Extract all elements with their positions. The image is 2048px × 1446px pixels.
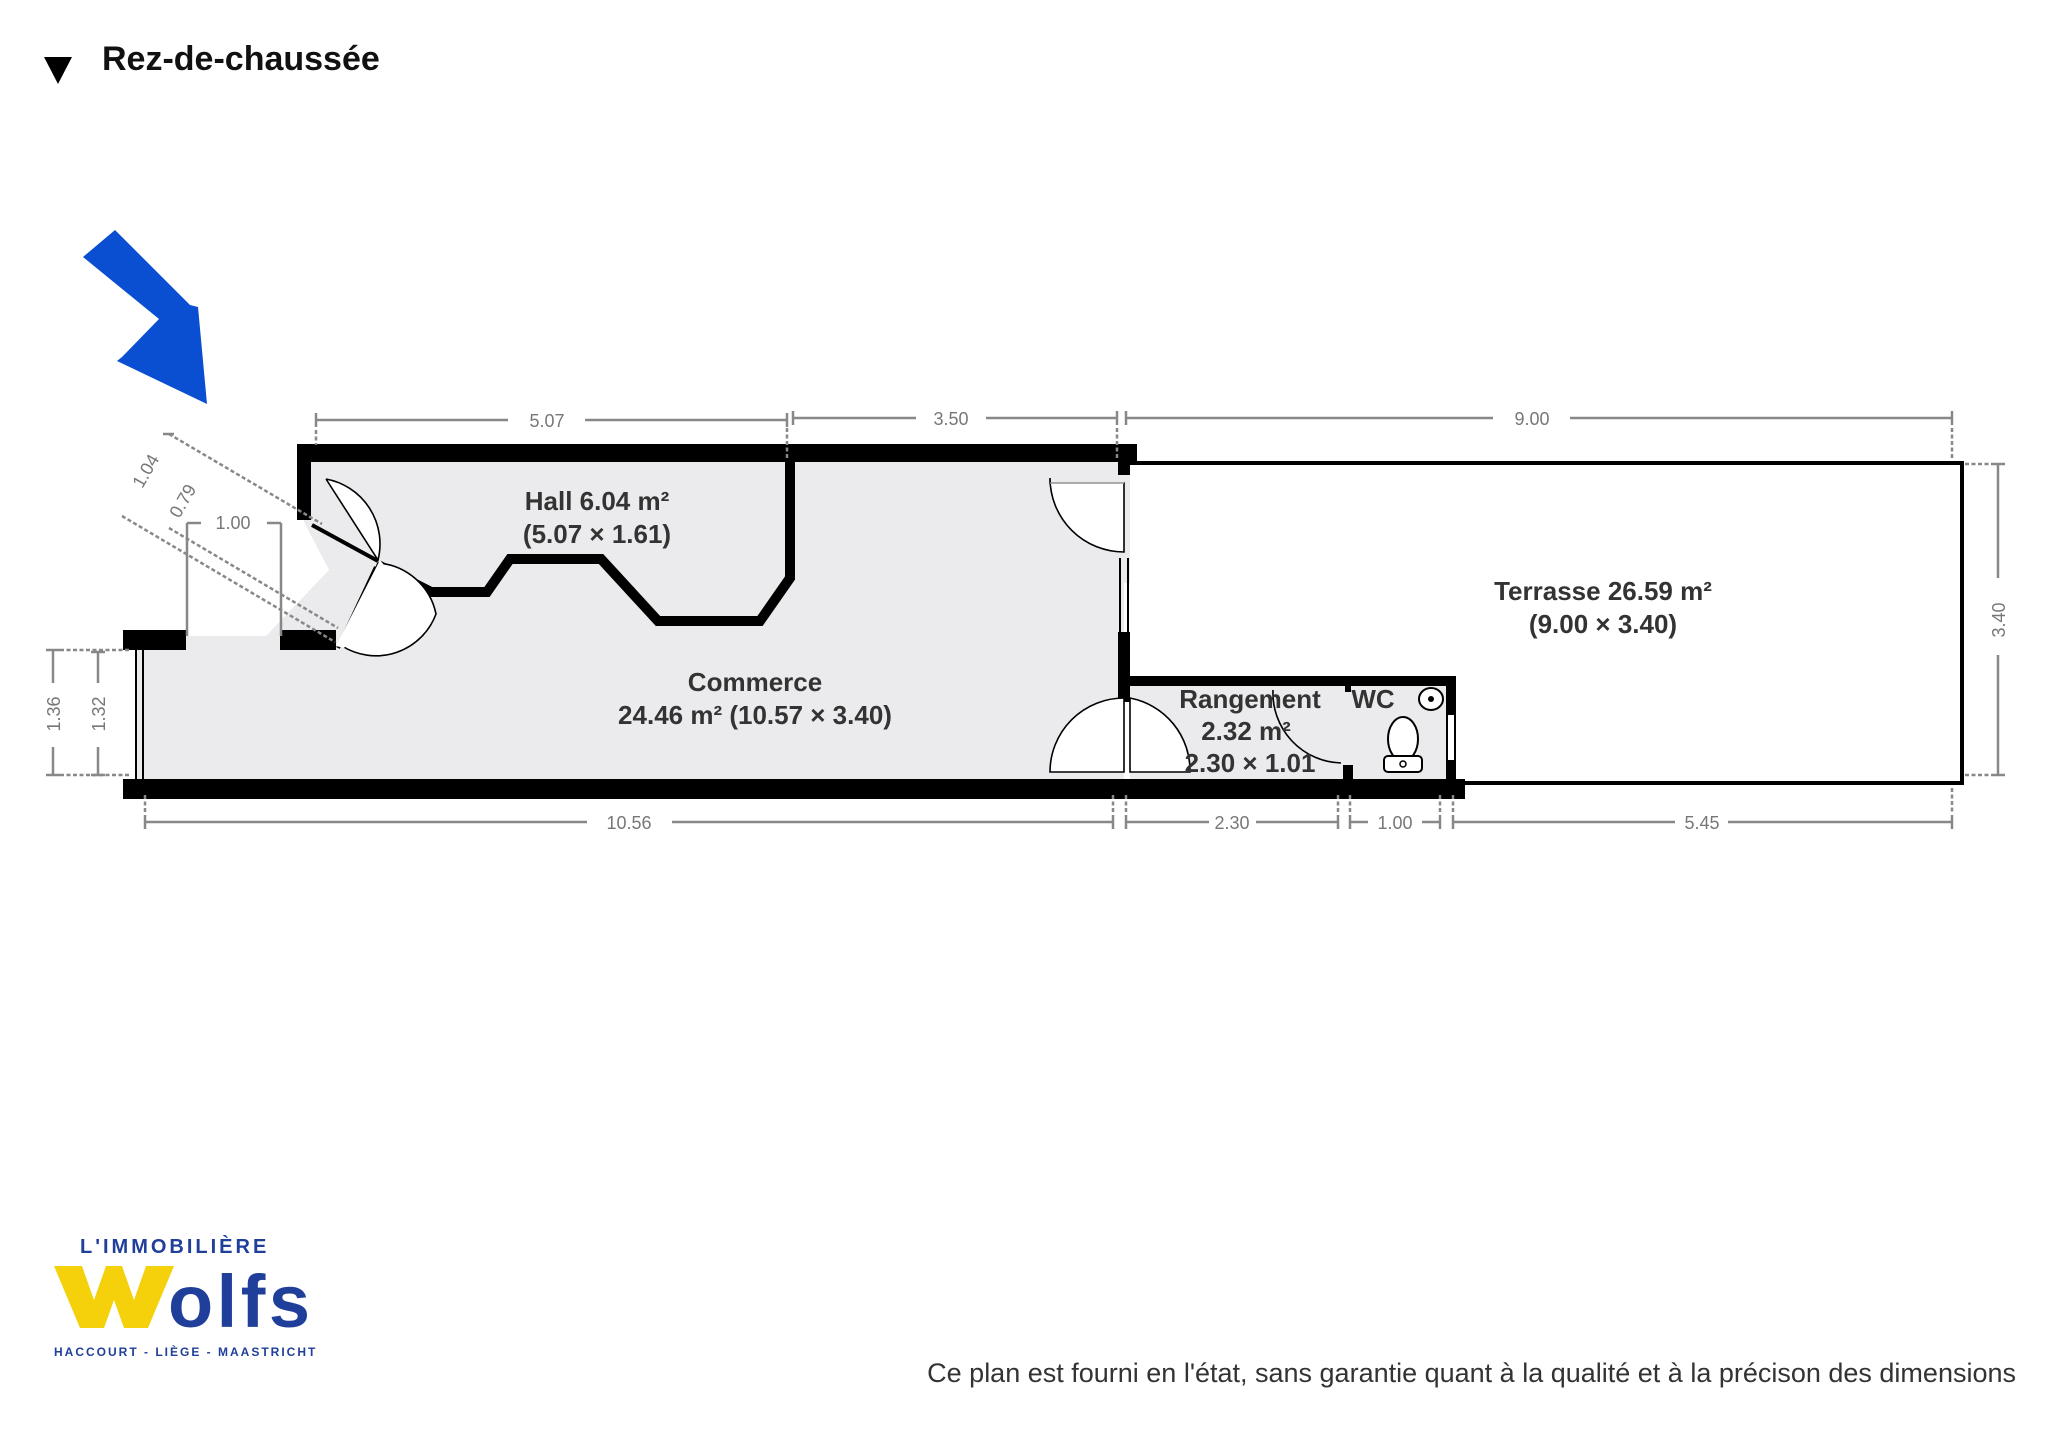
dim-bottom-commerce: 10.56 — [606, 813, 652, 833]
terrasse-label: Terrasse 26.59 m² — [1494, 576, 1712, 606]
dim-entry-outer: 1.04 — [128, 450, 164, 492]
rangement-area: 2.32 m² — [1201, 716, 1291, 746]
dim-top-commerce: 3.50 — [933, 409, 969, 429]
terrasse-dimensions: (9.00 × 3.40) — [1528, 609, 1678, 639]
rangement-label: Rangement — [1179, 684, 1321, 714]
dim-bottom-wc: 1.00 — [1377, 813, 1413, 833]
company-logo — [54, 1235, 317, 1359]
logo-tagline: HACCOURT - LIÈGE - MAASTRICHT — [54, 1345, 318, 1359]
toilet-icon — [1388, 717, 1418, 761]
triangle-down-icon[interactable] — [44, 57, 72, 84]
hall-label: Hall 6.04 m² — [524, 486, 670, 516]
rangement-dimensions: 2.30 × 1.01 — [1184, 748, 1316, 778]
svg-text:olfs: olfs — [168, 1260, 308, 1343]
dim-top-terrasse: 9.00 — [1514, 409, 1550, 429]
hall-dimensions: (5.07 × 1.61) — [522, 519, 672, 549]
logo-top-text: L'IMMOBILIÈRE — [80, 1236, 270, 1258]
dim-left-inner: 1.32 — [89, 696, 109, 732]
dim-entry-inner: 0.79 — [165, 480, 201, 522]
commerce-dimensions: 24.46 m² (10.57 × 3.40) — [618, 700, 892, 730]
wc-label: WC — [1351, 684, 1395, 714]
disclaimer-text: Ce plan est fourni en l'état, sans garantie quant à la qualité et à la précison des dimensions — [927, 1358, 2016, 1388]
commerce-label: Commerce — [687, 667, 823, 697]
dim-bottom-rangement: 2.30 — [1214, 813, 1250, 833]
toilet-tank-icon — [1384, 756, 1422, 772]
entrance-arrow-icon — [83, 230, 207, 404]
dim-top-hall: 5.07 — [529, 411, 565, 431]
logo-brand — [54, 1260, 308, 1343]
dim-left-outer: 1.36 — [44, 696, 64, 732]
dim-bottom-terrasse: 5.45 — [1684, 813, 1720, 833]
dim-right-terrasse: 3.40 — [1989, 602, 2009, 638]
dim-entry-width: 1.00 — [215, 513, 251, 533]
floor-title: Rez-de-chaussée — [102, 40, 380, 78]
